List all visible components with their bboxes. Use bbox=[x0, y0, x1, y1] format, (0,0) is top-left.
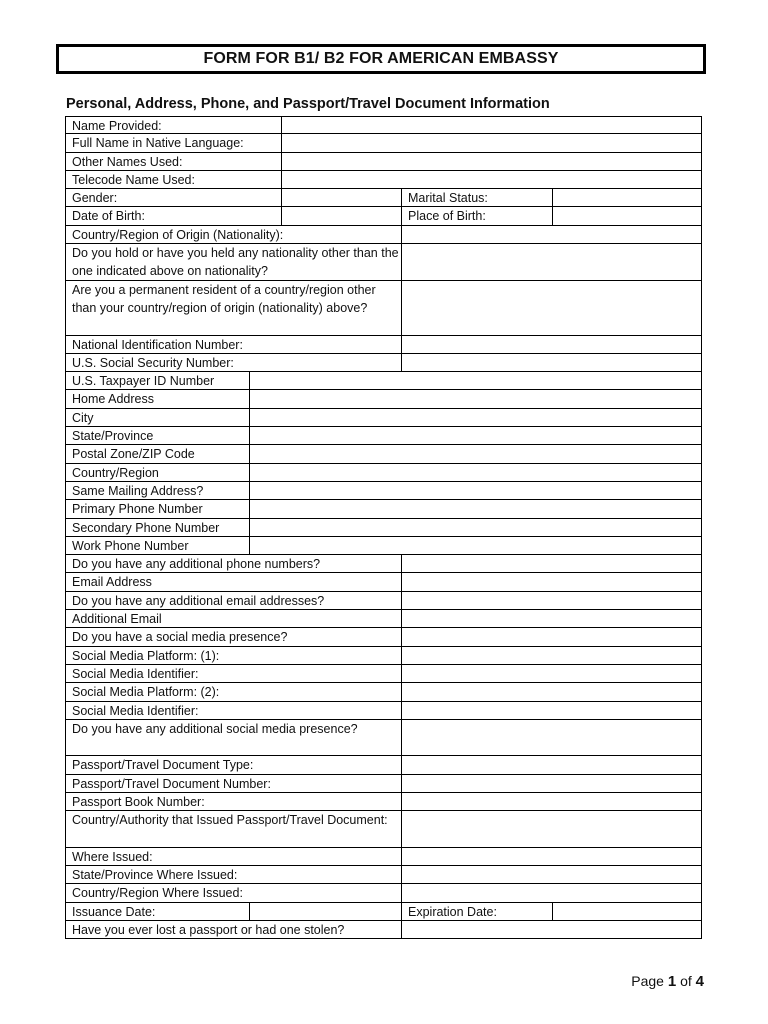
form-row bbox=[65, 702, 702, 720]
form-row bbox=[65, 390, 702, 408]
form-row bbox=[65, 427, 702, 445]
page-current: 1 bbox=[667, 973, 677, 990]
field-label: Expiration Date: bbox=[401, 903, 552, 920]
answer-field[interactable] bbox=[401, 281, 703, 335]
form-row bbox=[65, 811, 702, 848]
answer-field[interactable] bbox=[552, 189, 703, 206]
answer-field[interactable] bbox=[281, 134, 703, 151]
form-row bbox=[65, 153, 702, 171]
answer-field[interactable] bbox=[249, 500, 703, 517]
field-label: Social Media Identifier: bbox=[72, 666, 199, 681]
field-label: Country/Authority that Issued Passport/Travel Document: bbox=[72, 813, 388, 828]
answer-field[interactable] bbox=[401, 555, 703, 572]
answer-field[interactable] bbox=[401, 775, 703, 792]
field-label: U.S. Taxpayer ID Number bbox=[72, 374, 215, 389]
field-label: Issuance Date: bbox=[72, 904, 156, 919]
answer-field[interactable] bbox=[401, 592, 703, 609]
field-label: Do you have any additional social media presence? bbox=[72, 721, 358, 736]
field-label: State/Province Where Issued: bbox=[72, 868, 238, 883]
field-label: State/Province bbox=[72, 429, 154, 444]
form-row bbox=[65, 207, 702, 225]
field-label: Name Provided: bbox=[72, 119, 162, 133]
page-total: 4 bbox=[695, 973, 704, 990]
answer-field[interactable] bbox=[401, 628, 703, 645]
answer-field[interactable] bbox=[281, 153, 703, 170]
form-row bbox=[65, 354, 702, 372]
field-label: Country/Region bbox=[72, 465, 159, 480]
field-label: Social Media Platform: (2): bbox=[72, 685, 220, 700]
of-word: of bbox=[680, 973, 692, 989]
answer-field[interactable] bbox=[401, 811, 703, 847]
page-footer bbox=[631, 973, 704, 990]
form-title-text: FORM FOR B1/ B2 FOR AMERICAN EMBASSY bbox=[203, 50, 559, 67]
field-label: Do you have any additional email addresses? bbox=[72, 593, 325, 608]
answer-field[interactable] bbox=[401, 720, 703, 756]
field-label: Other Names Used: bbox=[72, 154, 183, 169]
answer-field[interactable] bbox=[401, 884, 703, 901]
field-label: Where Issued: bbox=[72, 849, 153, 864]
field-label: Full Name in Native Language: bbox=[72, 136, 244, 151]
form-row bbox=[65, 372, 702, 390]
answer-field[interactable] bbox=[401, 866, 703, 883]
answer-field[interactable] bbox=[401, 226, 703, 243]
form-row bbox=[65, 336, 702, 354]
form-row bbox=[65, 116, 702, 134]
answer-field[interactable] bbox=[249, 445, 703, 462]
field-label: Do you have a social media presence? bbox=[72, 630, 288, 645]
answer-field[interactable] bbox=[552, 207, 703, 224]
field-label: Place of Birth: bbox=[401, 207, 552, 224]
answer-field[interactable] bbox=[401, 702, 703, 719]
answer-field[interactable] bbox=[401, 921, 703, 938]
answer-field[interactable] bbox=[249, 390, 703, 407]
answer-field[interactable] bbox=[401, 610, 703, 627]
answer-field[interactable] bbox=[401, 848, 703, 865]
answer-field[interactable] bbox=[552, 903, 703, 920]
field-label: Country/Region Where Issued: bbox=[72, 886, 243, 901]
answer-field[interactable] bbox=[401, 665, 703, 682]
field-label: City bbox=[72, 410, 94, 425]
answer-field[interactable] bbox=[249, 427, 703, 444]
field-label: Home Address bbox=[72, 392, 154, 407]
field-label: Same Mailing Address? bbox=[72, 483, 204, 498]
page-word: Page bbox=[631, 973, 664, 989]
section-heading: Personal, Address, Phone, and Passport/Travel Document Information bbox=[66, 96, 550, 112]
form-row bbox=[65, 592, 702, 610]
form-title bbox=[56, 44, 706, 74]
form-row bbox=[65, 445, 702, 463]
field-label: Work Phone Number bbox=[72, 538, 189, 553]
form-row bbox=[65, 573, 702, 591]
form-row bbox=[65, 409, 702, 427]
field-label: Gender: bbox=[72, 191, 118, 206]
field-label: Passport Book Number: bbox=[72, 794, 205, 809]
form-row bbox=[65, 537, 702, 555]
form-row bbox=[65, 720, 702, 757]
form-row bbox=[65, 903, 702, 921]
form-row bbox=[65, 683, 702, 701]
answer-field[interactable] bbox=[249, 372, 703, 389]
field-label: Passport/Travel Document Type: bbox=[72, 758, 254, 773]
field-label: Marital Status: bbox=[401, 189, 552, 206]
form-row bbox=[65, 756, 702, 774]
form-row bbox=[65, 171, 702, 189]
form-row bbox=[65, 464, 702, 482]
answer-field[interactable] bbox=[249, 482, 703, 499]
field-label: Telecode Name Used: bbox=[72, 172, 195, 187]
answer-field[interactable] bbox=[281, 117, 703, 133]
form-row bbox=[65, 665, 702, 683]
form-row bbox=[65, 500, 702, 518]
form-row bbox=[65, 628, 702, 646]
form-row bbox=[65, 866, 702, 884]
form-row bbox=[65, 482, 702, 500]
field-label: Social Media Identifier: bbox=[72, 703, 199, 718]
field-label: Social Media Platform: (1): bbox=[72, 648, 220, 663]
field-label: Have you ever lost a passport or had one stolen? bbox=[72, 923, 345, 938]
form-row bbox=[65, 921, 702, 939]
answer-field[interactable] bbox=[401, 647, 703, 664]
field-label: National Identification Number: bbox=[72, 337, 243, 352]
answer-field[interactable] bbox=[401, 336, 703, 353]
form-row bbox=[65, 226, 702, 244]
form-row bbox=[65, 610, 702, 628]
field-label: Postal Zone/ZIP Code bbox=[72, 447, 195, 462]
answer-field[interactable] bbox=[249, 409, 703, 426]
form-row bbox=[65, 884, 702, 902]
form-row bbox=[65, 134, 702, 152]
form-row bbox=[65, 555, 702, 573]
answer-field[interactable] bbox=[281, 171, 703, 188]
answer-field[interactable] bbox=[401, 244, 703, 280]
answer-field[interactable] bbox=[401, 683, 703, 700]
answer-field[interactable] bbox=[401, 756, 703, 773]
form-row bbox=[65, 775, 702, 793]
form-row bbox=[65, 189, 702, 207]
answer-field[interactable] bbox=[401, 573, 703, 590]
answer-field[interactable] bbox=[281, 207, 401, 224]
form-row bbox=[65, 647, 702, 665]
field-label: Primary Phone Number bbox=[72, 502, 203, 517]
field-label: Additional Email bbox=[72, 612, 162, 627]
field-label: Are you a permanent resident of a country/region other than your country/region of origin (nationality) above? bbox=[72, 282, 376, 315]
answer-field[interactable] bbox=[249, 537, 703, 554]
field-label: Date of Birth: bbox=[72, 209, 145, 224]
answer-field[interactable] bbox=[281, 189, 401, 206]
form-row bbox=[65, 793, 702, 811]
field-label: Email Address bbox=[72, 575, 152, 590]
field-label: Secondary Phone Number bbox=[72, 520, 220, 535]
field-label: Do you have any additional phone numbers? bbox=[72, 557, 321, 572]
answer-field[interactable] bbox=[249, 464, 703, 481]
field-label: U.S. Social Security Number: bbox=[72, 355, 234, 370]
form-table bbox=[65, 116, 702, 939]
field-label: Country/Region of Origin (Nationality): bbox=[72, 227, 284, 242]
field-label: Do you hold or have you held any nationality other than the one indicated above on nationality? bbox=[72, 246, 399, 279]
answer-field[interactable] bbox=[401, 354, 703, 371]
answer-field[interactable] bbox=[401, 793, 703, 810]
answer-field[interactable] bbox=[249, 903, 401, 920]
form-row bbox=[65, 519, 702, 537]
form-row bbox=[65, 281, 702, 336]
field-label: Passport/Travel Document Number: bbox=[72, 776, 271, 791]
answer-field[interactable] bbox=[249, 519, 703, 536]
form-row bbox=[65, 244, 702, 281]
form-row bbox=[65, 848, 702, 866]
